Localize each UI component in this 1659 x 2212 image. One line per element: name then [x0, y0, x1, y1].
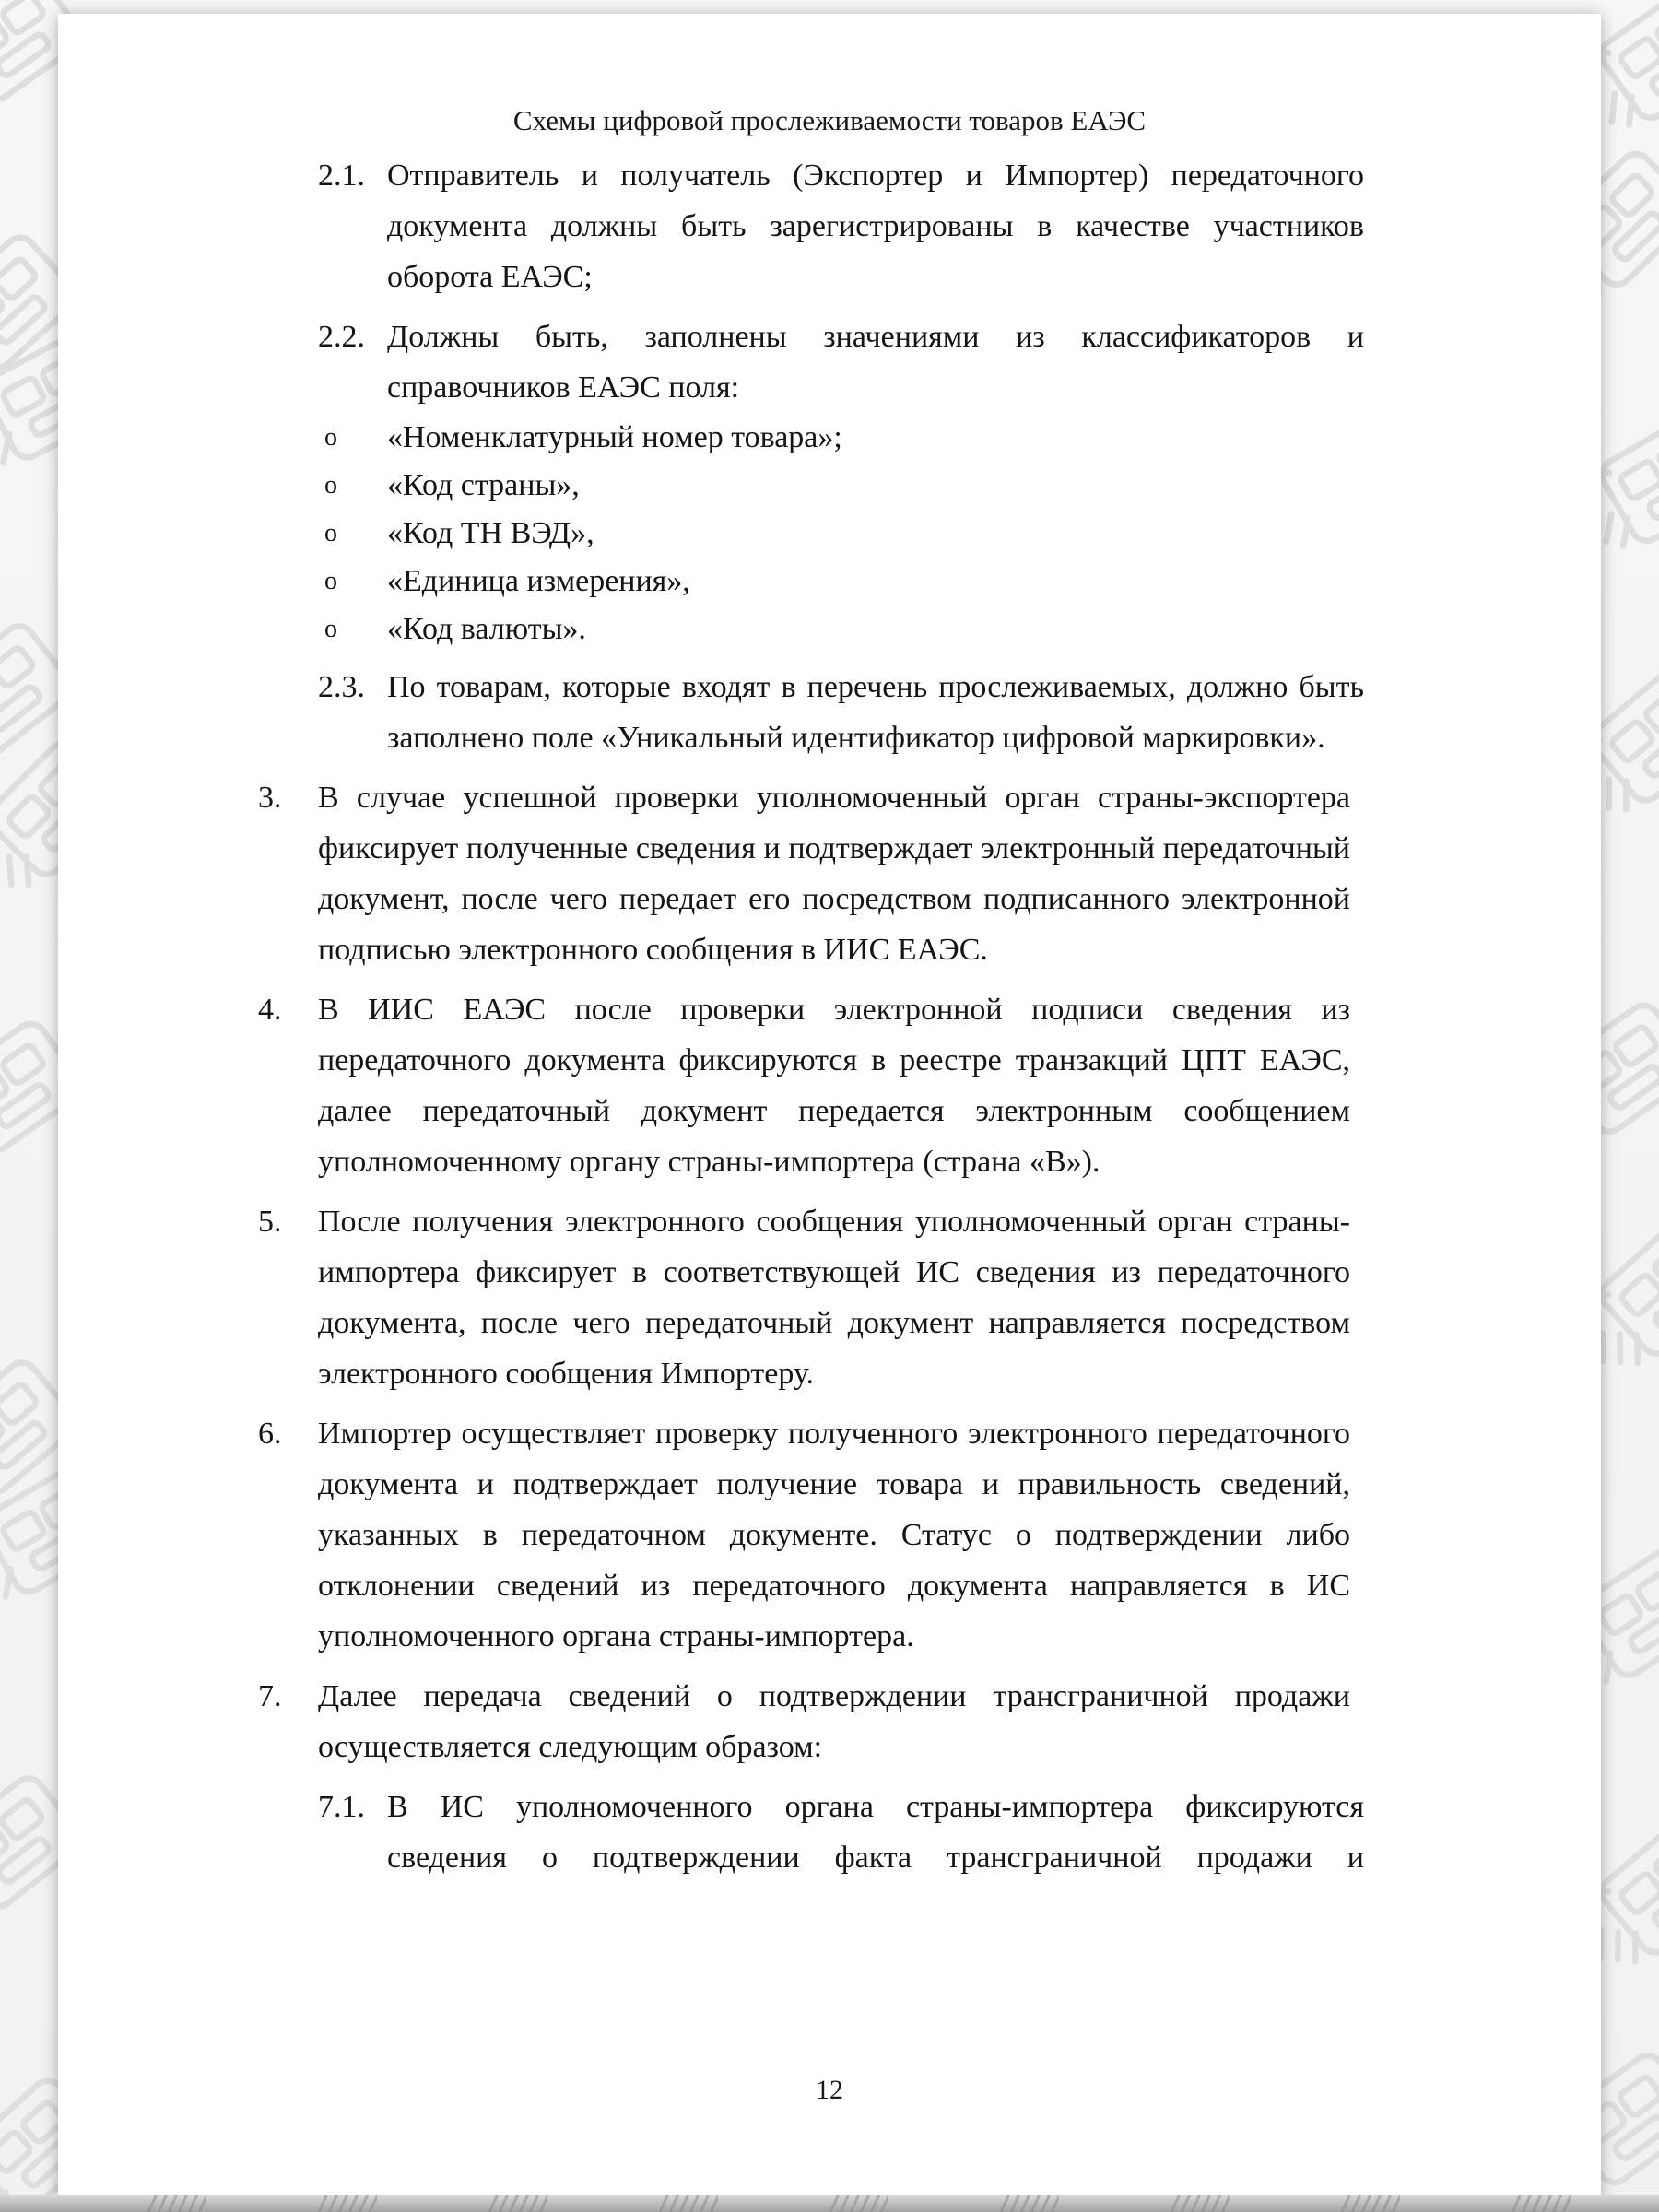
- list-item-5: [58, 1196, 1601, 1399]
- item-text: По товарам, которые входят в перечень прослеживаемых, должно быть заполнено поле «Уникальный идентификатор цифровой маркировки».: [387, 670, 1364, 755]
- list-item-7: [58, 1671, 1601, 1772]
- item-text: Импортер осуществляет проверку полученного электронного передаточного документа и подтверждает получение товара и правильность сведений, указанных в передаточном документе. Статус о подтверждении либо отклонении сведений из передаточного документа направляется в ИС уполномоченного органа страны-импортера.: [318, 1417, 1350, 1653]
- band-hatch-decoration: [488, 2195, 547, 2212]
- bullet-marker: o: [324, 423, 337, 452]
- item-number: 4.: [258, 993, 282, 1027]
- band-hatch-decoration: [1341, 2195, 1400, 2212]
- item-number: 5.: [258, 1205, 282, 1239]
- bottom-separator-band: [0, 2195, 1659, 2212]
- list-item-2-3: [58, 662, 1601, 763]
- document-page-content: [58, 14, 1601, 2198]
- band-hatch-decoration: [318, 2195, 377, 2212]
- bullet-marker: o: [324, 567, 337, 595]
- item-number: 2.2.: [318, 320, 365, 354]
- item-text: «Код валюты».: [387, 612, 586, 646]
- item-number: 7.: [258, 1679, 282, 1713]
- band-hatch-decoration: [147, 2195, 206, 2212]
- band-hatch-decoration: [1171, 2195, 1230, 2212]
- item-text: «Единица измерения»,: [387, 564, 690, 598]
- list-item-7-1: [58, 1782, 1601, 1883]
- bullet-marker: o: [324, 519, 337, 547]
- bullet-marker: o: [324, 615, 337, 643]
- item-number: 7.1.: [318, 1790, 365, 1824]
- band-hatch-decoration: [1512, 2195, 1571, 2212]
- item-text: Должны быть, заполнены значениями из классификаторов и справочников ЕАЭС поля:: [387, 320, 1364, 405]
- bullet-item: [58, 415, 1601, 461]
- list-item-2-2: [58, 312, 1601, 413]
- band-hatch-decoration: [1000, 2195, 1059, 2212]
- item-text: «Код ТН ВЭД»,: [387, 516, 594, 550]
- item-text: Отправитель и получатель (Экспортер и Импортер) передаточного документа должны быть зарегистрированы в качестве участников оборота ЕАЭС;: [387, 159, 1364, 294]
- item-number: 3.: [258, 781, 282, 815]
- item-text: Далее передача сведений о подтверждении трансграничной продажи осуществляется следующим образом:: [318, 1679, 1350, 1764]
- document-header: Схемы цифровой прослеживаемости товаров ЕАЭС: [512, 104, 1147, 136]
- item-text: После получения электронного сообщения уполномоченный орган страны-импортера фиксирует в соответствующей ИС сведения из передаточного документа, после чего передаточный документ направляется посредством электронного сообщения Импортеру.: [318, 1205, 1350, 1391]
- document-page: [58, 14, 1601, 2198]
- bullet-item: [58, 511, 1601, 557]
- page-number: 12: [816, 2075, 843, 2105]
- band-hatch-decoration: [659, 2195, 718, 2212]
- list-item-2-1: [58, 150, 1601, 302]
- list-item-3: [58, 772, 1601, 975]
- band-hatch-decoration: [830, 2195, 888, 2212]
- item-number: 2.1.: [318, 159, 365, 193]
- item-text: В случае успешной проверки уполномоченный орган страны-экспортера фиксирует полученные сведения и подтверждает электронный передаточный документ, после чего передает его посредством подписанного электронной подписью электронного сообщения в ИИС ЕАЭС.: [318, 781, 1350, 967]
- bullet-marker: o: [324, 471, 337, 500]
- item-text: В ИС уполномоченного органа страны-импортера фиксируются сведения о подтверждении факта трансграничной продажи и: [387, 1790, 1364, 1875]
- item-number: 2.3.: [318, 670, 365, 704]
- list-item-4: [58, 984, 1601, 1187]
- bullet-item: [58, 606, 1601, 653]
- list-item-6: [58, 1408, 1601, 1662]
- item-text: «Код страны»,: [387, 468, 580, 502]
- bullet-item: [58, 559, 1601, 605]
- item-number: 6.: [258, 1417, 282, 1451]
- item-text: В ИИС ЕАЭС после проверки электронной подписи сведения из передаточного документа фиксируются в реестре транзакций ЦПТ ЕАЭС, далее передаточный документ передается электронным сообщением уполномоченному органу страны-импортера (страна «В»).: [318, 993, 1350, 1179]
- bullet-item: [58, 463, 1601, 509]
- item-text: «Номенклатурный номер товара»;: [387, 420, 842, 454]
